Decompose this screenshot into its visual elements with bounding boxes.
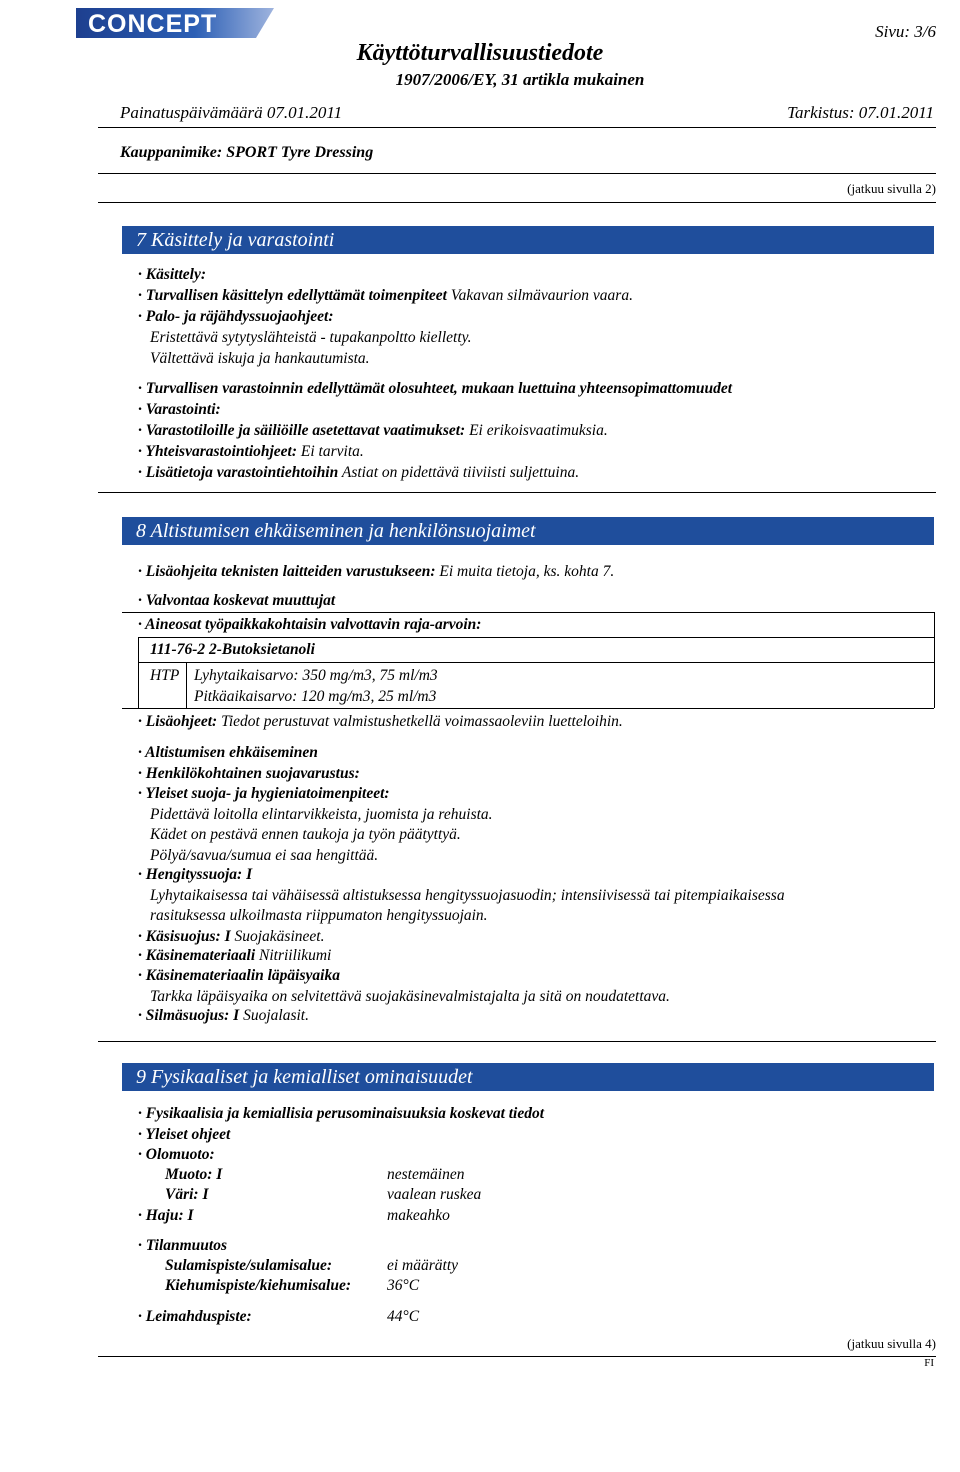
odour-label: · Haju: I xyxy=(138,1207,194,1224)
form-value: nestemäinen xyxy=(387,1166,465,1183)
section-8-heading: 8 Altistumisen ehkäiseminen ja henkilönsuojaimet xyxy=(122,517,934,545)
state-change-label: · Tilanmuutos xyxy=(138,1237,228,1254)
technical-measures-label: · Lisäohjeita teknisten laitteiden varustukseen: xyxy=(138,563,436,580)
exposure-controls-label: · Altistumisen ehkäiseminen xyxy=(138,744,318,761)
melting-point-value: ei määrätty xyxy=(387,1257,459,1274)
htp-long-term: Pitkäaikaisarvo: 120 mg/m3, 25 ml/m3 xyxy=(194,688,437,705)
hygiene-line-2: Kädet on pestävä ennen taukoja ja työn päätyttyä. xyxy=(150,826,461,843)
container-requirements-label: · Varastotiloille ja säiliöille asetettavat vaatimukset: xyxy=(138,422,466,439)
company-logo xyxy=(76,6,274,40)
hand-protection-value: Suojakäsineet. xyxy=(234,928,325,945)
htp-divider xyxy=(186,662,187,708)
eye-protection xyxy=(138,1007,309,1025)
technical-measures xyxy=(138,563,614,581)
flash-point-label: · Leimahduspiste: xyxy=(138,1308,252,1325)
header-rule xyxy=(98,127,936,128)
svg-text:CONCEPT: CONCEPT xyxy=(88,10,218,38)
container-requirements xyxy=(138,422,608,440)
storage-label: · Varastointi: xyxy=(138,401,221,418)
fire-protection-line-1: Eristettävä sytytyslähteistä - tupakanpoltto kielletty. xyxy=(150,329,472,346)
form-label: Muoto: I xyxy=(165,1166,223,1183)
print-date: Painatuspäivämäärä 07.01.2011 xyxy=(120,103,343,122)
continued-to: (jatkuu sivulla 4) xyxy=(847,1336,936,1351)
eye-protection-value: Suojalasit. xyxy=(243,1007,309,1024)
hand-protection-label: · Käsisuojus: I xyxy=(138,928,231,945)
fire-protection-line-2: Vältettävä iskuja ja hankautumista. xyxy=(150,350,370,367)
substance-name: 111-76-2 2-Butoksietanoli xyxy=(150,641,315,658)
handling-label: · Käsittely: xyxy=(138,266,207,283)
further-storage-info-value: Astiat on pidettävä tiiviisti suljettuina. xyxy=(341,464,580,481)
control-parameters-label: · Valvontaa koskevat muuttujat xyxy=(138,592,336,609)
footer-rule xyxy=(98,1356,936,1357)
header-rule-bottom xyxy=(98,173,936,174)
limit-table-substance-rule xyxy=(138,662,934,663)
glove-material-value: Nitriilikumi xyxy=(259,947,332,964)
boiling-point-value: 36°C xyxy=(387,1277,420,1294)
boiling-point-label: Kiehumispiste/kiehumisalue: xyxy=(165,1277,352,1294)
storage-conditions-label: · Turvallisen varastoinnin edellyttämät olosuhteet, mukaan luettuina yhteensopimattomuudet xyxy=(138,380,733,397)
limit-values-label: · Aineosat työpaikkakohtaisin valvottavin raja-arvoin: xyxy=(138,616,482,633)
colour-label: Väri: I xyxy=(165,1186,209,1203)
continued-from: (jatkuu sivulla 2) xyxy=(847,181,936,196)
penetration-time-line: Tarkka läpäisyaika on selvitettävä suojakäsinevalmistajalta ja sitä on noudatettava. xyxy=(150,988,670,1005)
trade-name: Kauppanimike: SPORT Tyre Dressing xyxy=(120,144,374,161)
hygiene-line-3: Pölyä/savua/sumua ei saa hengittää. xyxy=(150,847,379,864)
limit-table-bottom xyxy=(122,708,934,709)
safe-handling-label: · Turvallisen käsittelyn edellyttämät toimenpiteet xyxy=(138,287,447,304)
language-code: FI xyxy=(924,1357,934,1369)
hygiene-line-1: Pidettävä loitolla elintarvikkeista, juomista ja rehuista. xyxy=(150,806,493,823)
section-9-heading: 9 Fysikaaliset ja kemialliset ominaisuudet xyxy=(122,1063,934,1091)
rule-above-section8 xyxy=(98,492,936,493)
additional-info-value: Tiedot perustuvat valmistushetkellä voimassaoleviin luetteloihin. xyxy=(221,713,623,730)
revision-date: Tarkistus: 07.01.2011 xyxy=(787,103,934,122)
limit-table-right xyxy=(934,612,935,708)
htp-code: HTP xyxy=(150,667,180,684)
penetration-time-label: · Käsinemateriaalin läpäisyaika xyxy=(138,967,340,984)
respiratory-line-1: Lyhytaikaisessa tai vähäisessä altistuksessa hengityssuojasuodin; intensiivisessä tai pitempiaikaisessa xyxy=(150,887,785,904)
safe-handling xyxy=(138,287,633,305)
additional-info-label: · Lisäohjeet: xyxy=(138,713,218,730)
respiratory-label: · Hengityssuoja: I xyxy=(138,866,253,883)
melting-point-label: Sulamispiste/sulamisalue: xyxy=(165,1257,333,1274)
additional-info xyxy=(138,713,623,731)
rule-above-section7 xyxy=(98,202,936,203)
further-storage-info-label: · Lisätietoja varastointiehtoihin xyxy=(138,464,339,481)
appearance-label: · Olomuoto: xyxy=(138,1146,215,1163)
general-info-label: · Yleiset ohjeet xyxy=(138,1126,231,1143)
rule-above-section9 xyxy=(98,1041,936,1042)
technical-measures-value: Ei muita tietoja, ks. kohta 7. xyxy=(439,563,615,580)
page-number: Sivu: 3/6 xyxy=(875,22,936,41)
joint-storage-value: Ei tarvita. xyxy=(300,443,364,460)
joint-storage-label: · Yhteisvarastointiohjeet: xyxy=(138,443,298,460)
further-storage-info xyxy=(138,464,579,482)
ppe-label: · Henkilökohtainen suojavarustus: xyxy=(138,765,360,782)
flash-point-value: 44°C xyxy=(387,1308,420,1325)
hygiene-label: · Yleiset suoja- ja hygieniatoimenpiteet: xyxy=(138,785,390,802)
fire-protection-label: · Palo- ja räjähdyssuojaohjeet: xyxy=(138,308,334,325)
eye-protection-label: · Silmäsuojus: I xyxy=(138,1007,240,1024)
section-7-heading: 7 Käsittely ja varastointi xyxy=(122,226,934,254)
glove-material xyxy=(138,947,331,965)
safe-handling-value: Vakavan silmävaurion vaara. xyxy=(450,287,633,304)
odour-value: makeahko xyxy=(387,1207,450,1224)
container-requirements-value: Ei erikoisvaatimuksia. xyxy=(469,422,608,439)
document-subtitle: 1907/2006/EY, 31 artikla mukainen xyxy=(395,70,645,89)
colour-value: vaalean ruskea xyxy=(387,1186,482,1203)
limit-table-top xyxy=(122,612,934,613)
glove-material-label: · Käsinemateriaali xyxy=(138,947,256,964)
document-title: Käyttöturvallisuustiedote xyxy=(356,40,604,66)
hand-protection xyxy=(138,928,324,946)
basic-properties-label: · Fysikaalisia ja kemiallisia perusominaisuuksia koskevat tiedot xyxy=(138,1105,545,1122)
joint-storage xyxy=(138,443,364,461)
limit-table-left xyxy=(138,637,139,708)
limit-table-divider xyxy=(138,637,934,638)
htp-short-term: Lyhytaikaisarvo: 350 mg/m3, 75 ml/m3 xyxy=(194,667,438,684)
respiratory-line-2: rasituksessa ulkoilmasta riippumaton hengityssuojain. xyxy=(150,907,488,924)
